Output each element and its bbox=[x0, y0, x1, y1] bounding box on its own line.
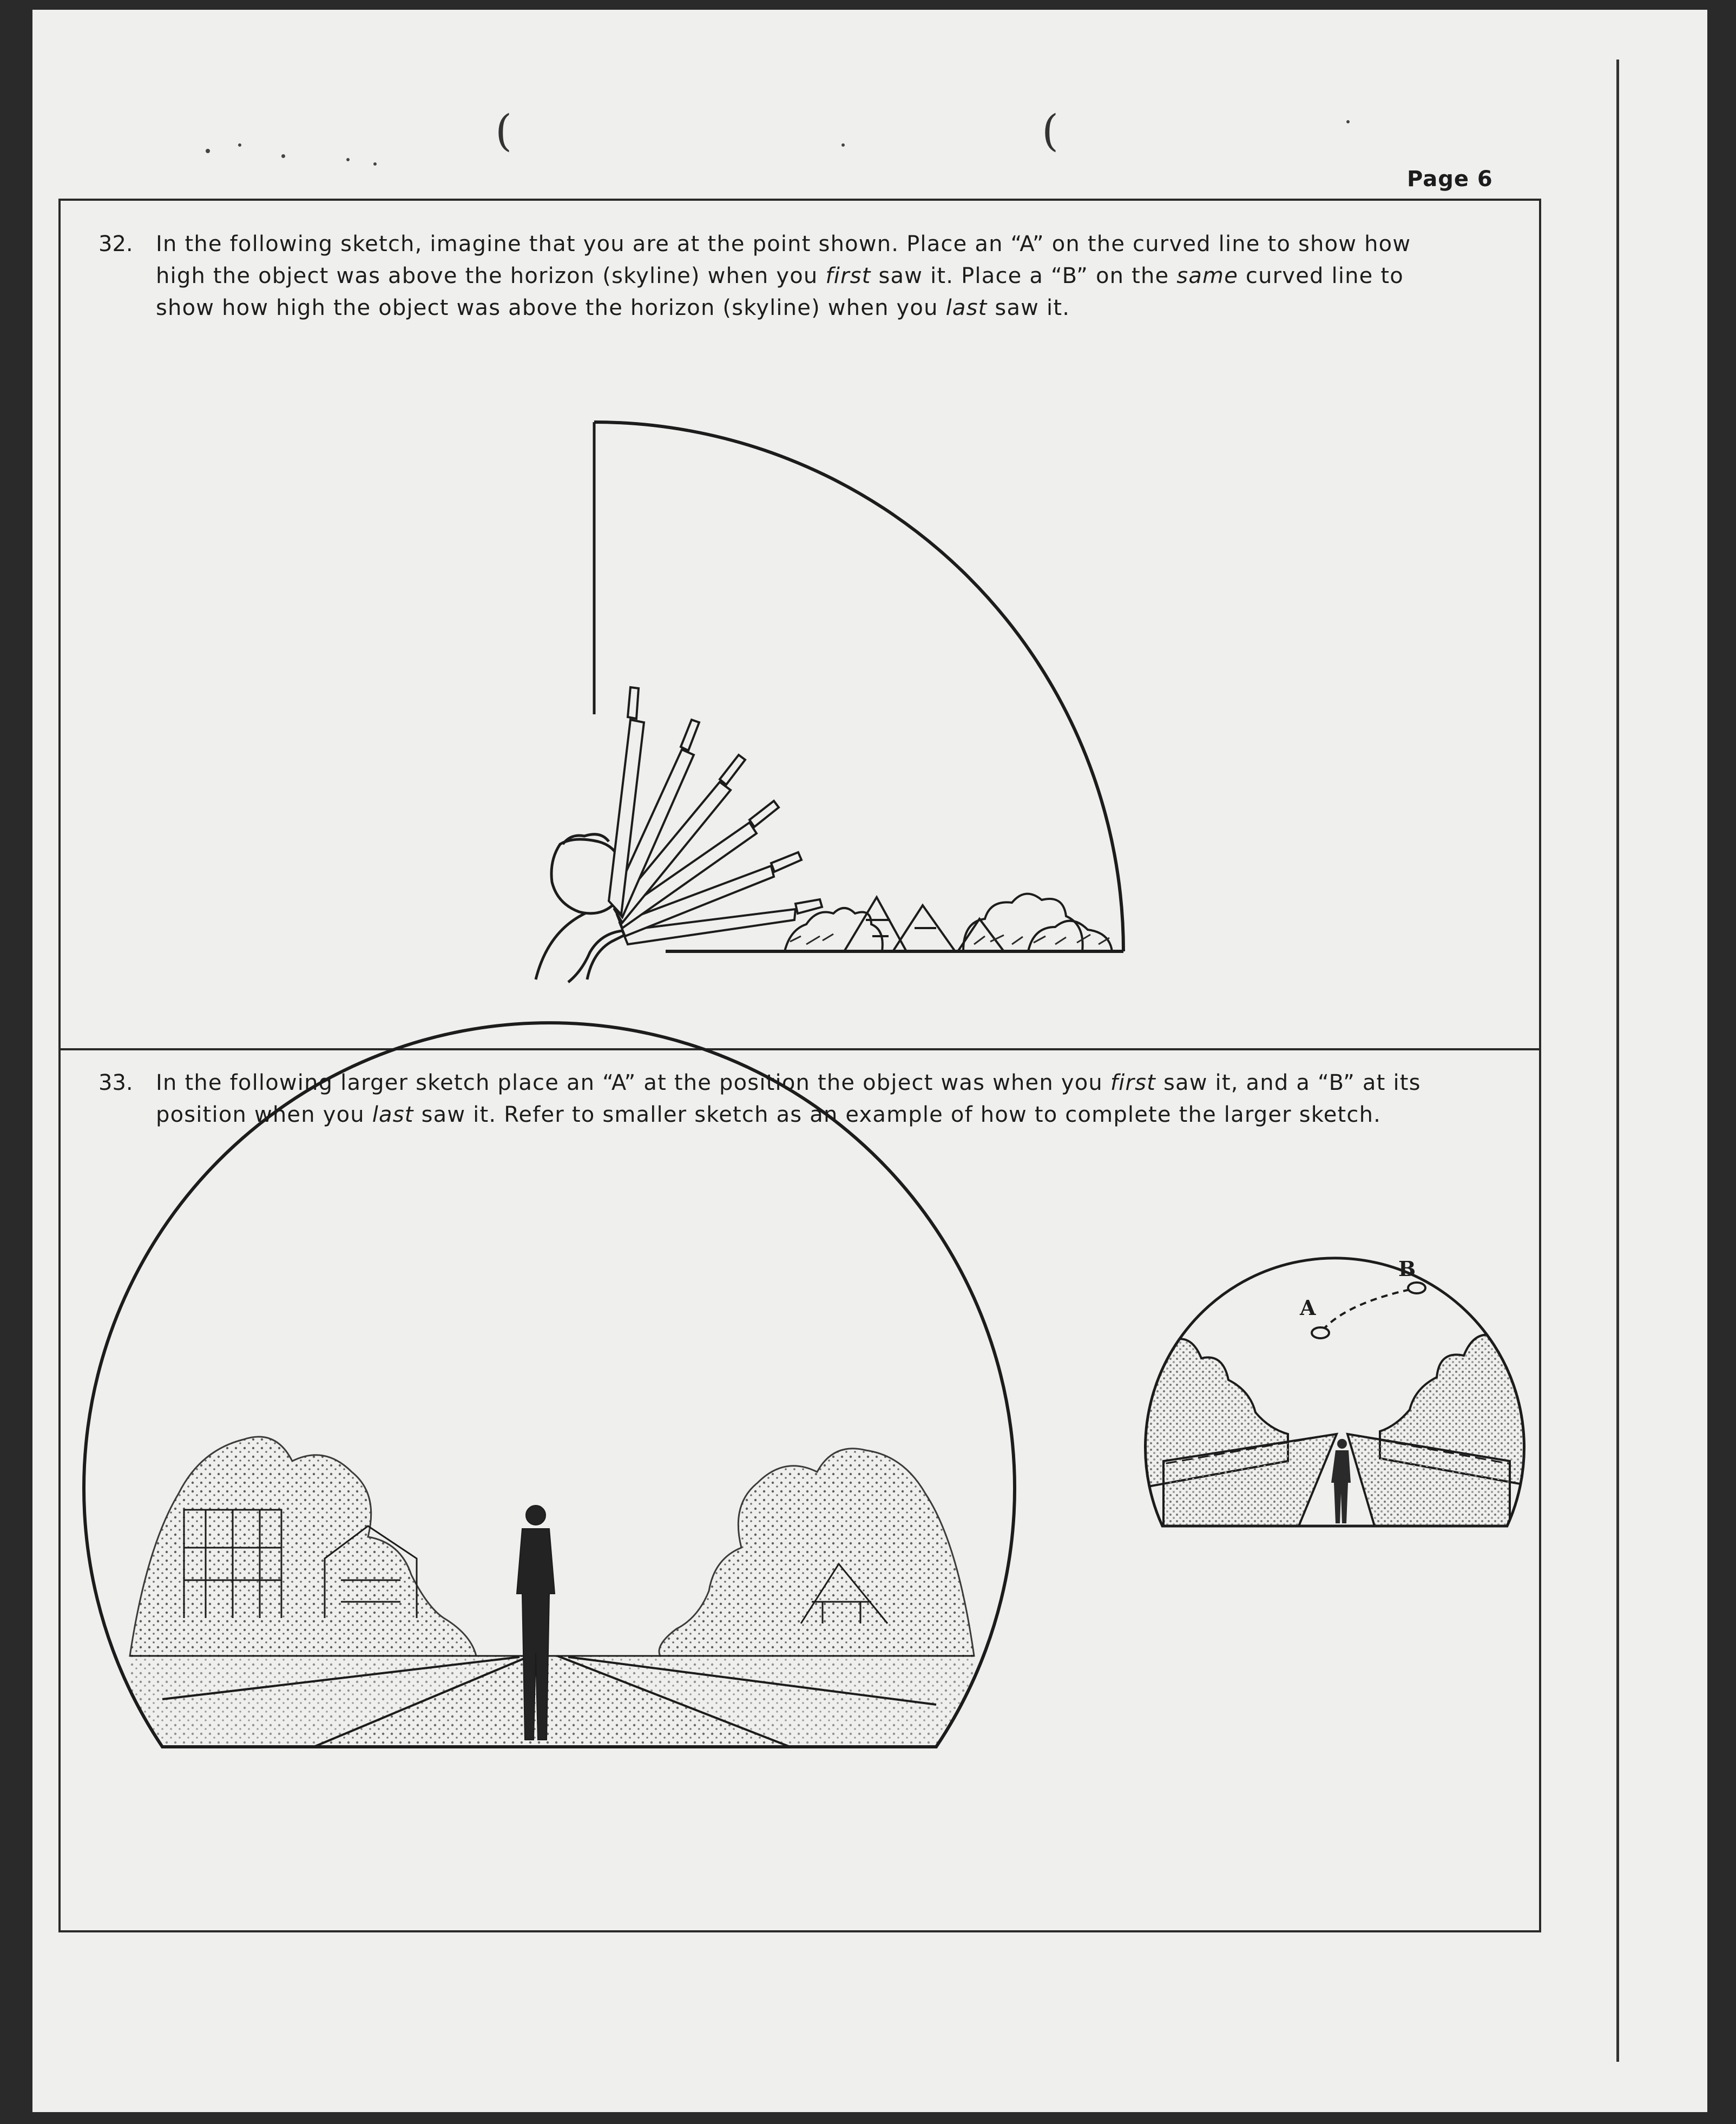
question-text-segment: saw it. Refer to smaller sketch as an example of how to complete the larger sketch. bbox=[413, 1102, 1382, 1127]
small-man-silhouette bbox=[1331, 1439, 1351, 1523]
question-33-number: 33. bbox=[98, 1070, 133, 1095]
page-number: Page 6 bbox=[1407, 167, 1493, 192]
emphasis-text: same bbox=[1176, 264, 1239, 288]
emphasis-text: last bbox=[372, 1102, 414, 1127]
object-position-a bbox=[1312, 1327, 1329, 1338]
question-text-segment: In the following sketch, imagine that you are at the point shown. Place an “A” on the curved line to show how high the object was above the horizon (skyline) when you bbox=[156, 232, 1411, 288]
question-text-segment: saw it, and a “B” at its position when you bbox=[156, 1070, 1421, 1127]
question-text-segment: curved line to show how high the object was above the horizon (skyline) when you bbox=[156, 264, 1404, 320]
object-position-b bbox=[1408, 1283, 1425, 1293]
emphasis-text: last bbox=[945, 295, 988, 320]
question-32-number: 32. bbox=[98, 232, 133, 257]
emphasis-text: first bbox=[1110, 1070, 1156, 1095]
question-text-segment: saw it. Place a “B” on the bbox=[871, 264, 1177, 288]
question-text-segment: In the following larger sketch place an “A” at the position the object was when you bbox=[156, 1070, 1110, 1095]
emphasis-text: first bbox=[825, 264, 871, 288]
scan-mark: ( bbox=[495, 106, 512, 156]
label-b: B bbox=[1398, 1257, 1416, 1281]
path-dashed-line bbox=[1323, 1289, 1412, 1330]
scan-mark: ( bbox=[1042, 106, 1059, 156]
label-a: A bbox=[1300, 1296, 1316, 1320]
question-text-segment: saw it. bbox=[987, 295, 1070, 320]
